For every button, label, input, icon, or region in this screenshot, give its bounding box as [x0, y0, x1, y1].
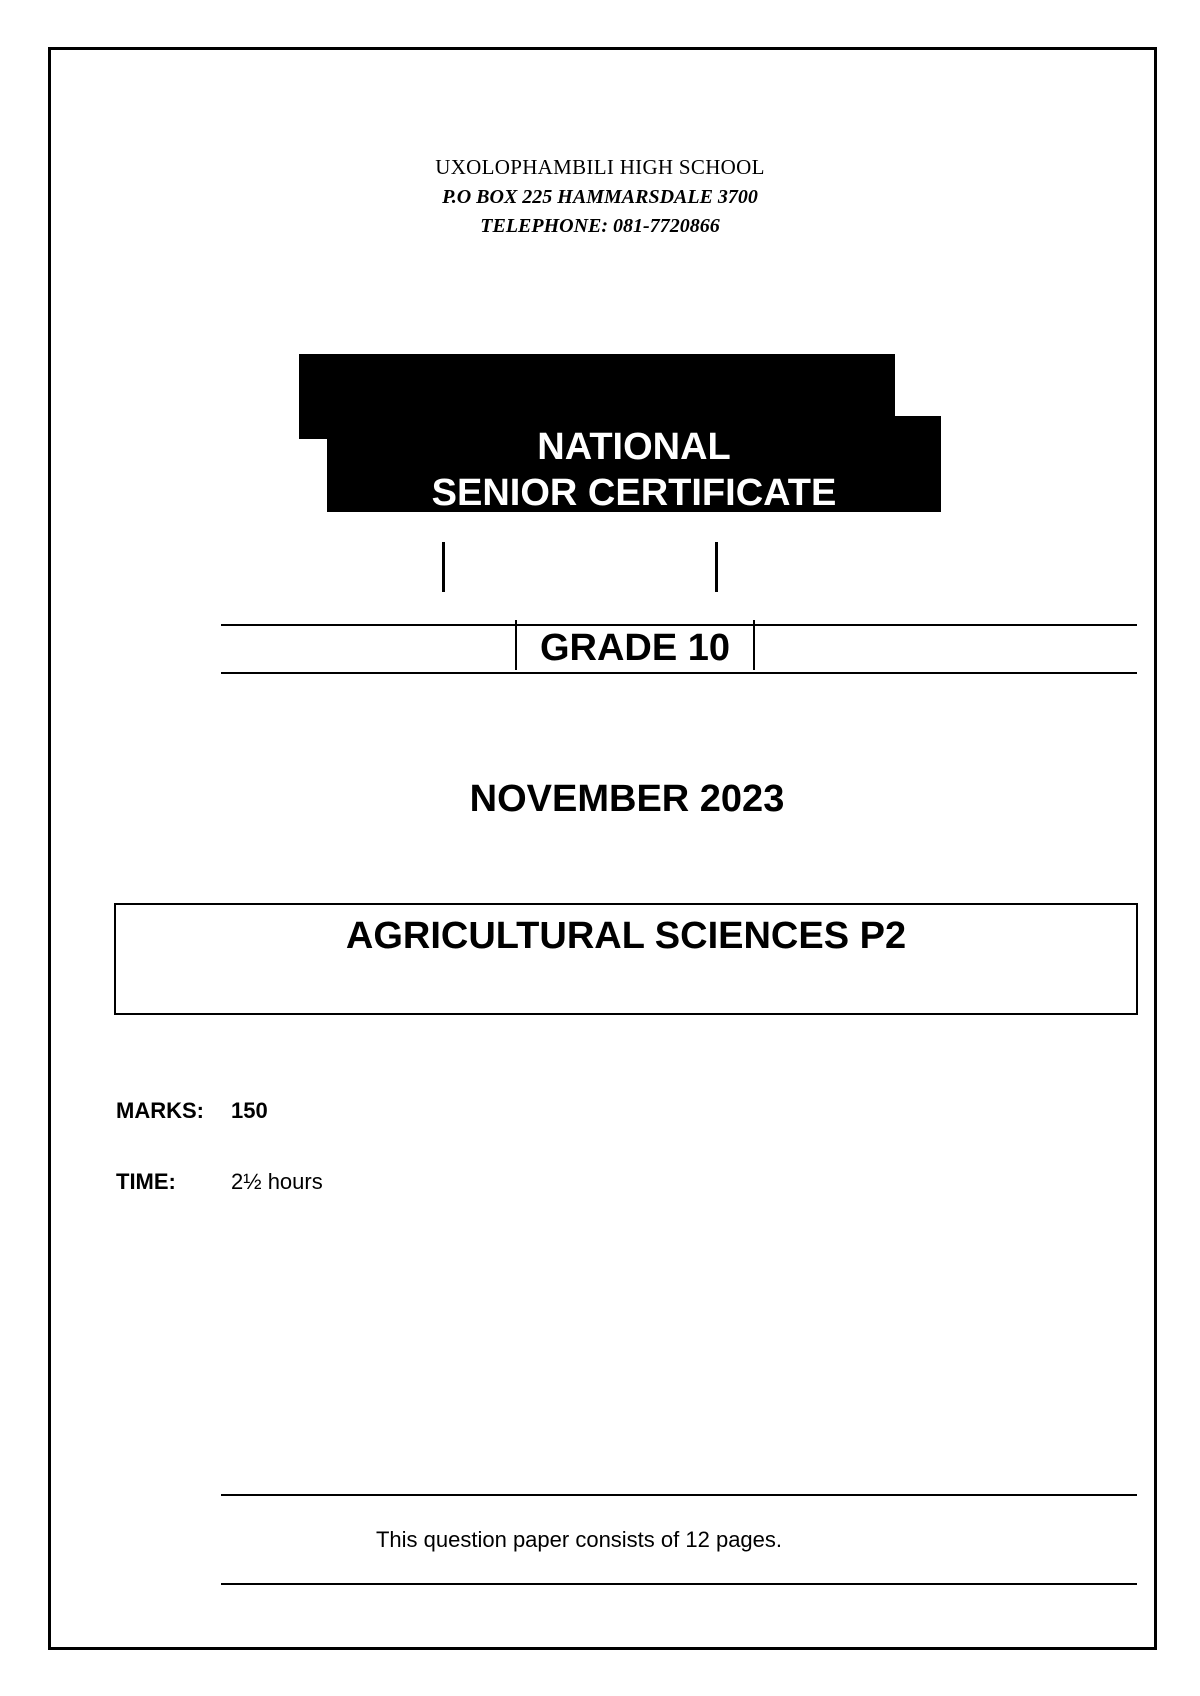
school-address: P.O BOX 225 HAMMARSDALE 3700: [442, 186, 758, 208]
certificate-banner: [327, 424, 941, 516]
banner-leg-right: [715, 542, 718, 592]
footer-rule-top: [221, 1494, 1137, 1496]
marks-label: MARKS:: [116, 1098, 204, 1123]
banner-line-2: SENIOR CERTIFICATE: [431, 472, 837, 514]
subject-title: AGRICULTURAL SCIENCES P2: [345, 915, 907, 957]
exam-date: NOVEMBER 2023: [469, 778, 785, 820]
grade-rule-bottom: [221, 672, 1137, 674]
banner-leg-left: [442, 542, 445, 592]
page-border: [48, 47, 1157, 1650]
school-telephone: TELEPHONE: 081-7720866: [480, 215, 720, 237]
footer-rule-bottom: [221, 1583, 1137, 1585]
school-name: UXOLOPHAMBILI HIGH SCHOOL: [435, 155, 765, 179]
page-count-note: This question paper consists of 12 pages.: [375, 1527, 783, 1552]
time-label: TIME:: [116, 1169, 176, 1194]
banner-line-1: NATIONAL: [537, 426, 731, 468]
marks-value: 150: [231, 1098, 268, 1123]
grade-divider-right: [753, 620, 755, 670]
grade-label: GRADE 10: [539, 627, 731, 669]
time-value: 2½ hours: [231, 1169, 323, 1194]
